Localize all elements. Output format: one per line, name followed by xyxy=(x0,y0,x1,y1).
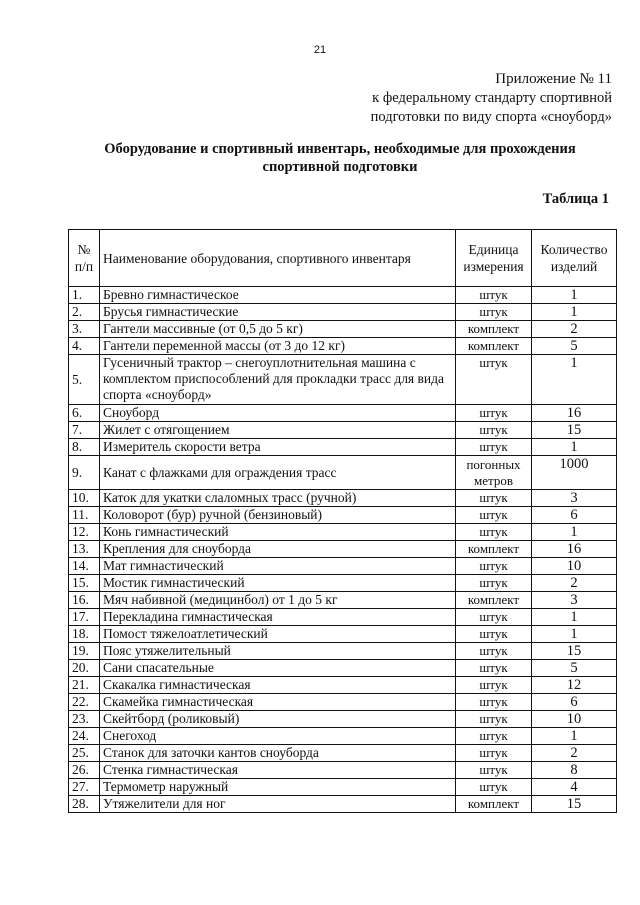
row-unit: штук xyxy=(456,405,532,422)
table-row xyxy=(69,779,617,796)
row-number: 13. xyxy=(69,541,100,558)
row-number: 23. xyxy=(69,711,100,728)
row-quantity: 1 xyxy=(532,439,617,456)
row-name: Коловорот (бур) ручной (бензиновый) xyxy=(100,507,456,524)
row-number: 24. xyxy=(69,728,100,745)
row-quantity: 6 xyxy=(532,694,617,711)
table-row xyxy=(69,745,617,762)
row-number: 20. xyxy=(69,660,100,677)
row-name: Перекладина гимнастическая xyxy=(100,609,456,626)
row-quantity: 4 xyxy=(532,779,617,796)
row-unit: комплект xyxy=(456,592,532,609)
row-quantity: 2 xyxy=(532,745,617,762)
row-name: Сноуборд xyxy=(100,405,456,422)
row-number: 1. xyxy=(69,287,100,304)
row-name: Брусья гимнастические xyxy=(100,304,456,321)
table-row xyxy=(69,643,617,660)
row-unit: штук xyxy=(456,422,532,439)
table-row xyxy=(69,762,617,779)
row-number: 12. xyxy=(69,524,100,541)
row-quantity: 6 xyxy=(532,507,617,524)
row-number: 4. xyxy=(69,338,100,355)
row-unit: штук xyxy=(456,490,532,507)
row-quantity: 3 xyxy=(532,490,617,507)
row-quantity: 10 xyxy=(532,558,617,575)
row-unit: штук xyxy=(456,609,532,626)
row-unit: штук xyxy=(456,507,532,524)
row-unit: штук xyxy=(456,626,532,643)
row-number: 27. xyxy=(69,779,100,796)
table-body xyxy=(69,287,617,813)
row-unit: комплект xyxy=(456,338,532,355)
row-unit: штук xyxy=(456,660,532,677)
row-name: Сани спасательные xyxy=(100,660,456,677)
row-number: 5. xyxy=(69,355,100,405)
row-name: Измеритель скорости ветра xyxy=(100,439,456,456)
row-quantity: 2 xyxy=(532,575,617,592)
row-name: Мостик гимнастический xyxy=(100,575,456,592)
table-row xyxy=(69,507,617,524)
row-unit: комплект xyxy=(456,796,532,813)
row-quantity: 5 xyxy=(532,660,617,677)
row-quantity: 1 xyxy=(532,355,617,405)
row-name: Канат с флажками для ограждения трасс xyxy=(100,456,456,490)
row-quantity: 1 xyxy=(532,626,617,643)
row-number: 16. xyxy=(69,592,100,609)
appendix-header xyxy=(371,70,612,127)
row-number: 8. xyxy=(69,439,100,456)
table-row xyxy=(69,677,617,694)
row-unit: штук xyxy=(456,524,532,541)
title-line-1: Оборудование и спортивный инвентарь, необходимые для прохождения xyxy=(104,141,576,157)
table-row xyxy=(69,558,617,575)
table-row xyxy=(69,541,617,558)
row-unit: комплект xyxy=(456,541,532,558)
row-number: 7. xyxy=(69,422,100,439)
table-row xyxy=(69,405,617,422)
row-unit: штук xyxy=(456,728,532,745)
row-number: 10. xyxy=(69,490,100,507)
row-number: 6. xyxy=(69,405,100,422)
appendix-line-3: подготовки по виду спорта «сноуборд» xyxy=(370,109,612,125)
table-row xyxy=(69,592,617,609)
row-name: Конь гимнастический xyxy=(100,524,456,541)
row-quantity: 16 xyxy=(532,405,617,422)
row-unit: штук xyxy=(456,694,532,711)
document-title xyxy=(0,140,640,176)
row-quantity: 16 xyxy=(532,541,617,558)
title-line-2: спортивной подготовки xyxy=(262,159,418,175)
table-row xyxy=(69,304,617,321)
equipment-table xyxy=(68,229,617,813)
table-row xyxy=(69,439,617,456)
row-quantity: 10 xyxy=(532,711,617,728)
row-name: Крепления для сноуборда xyxy=(100,541,456,558)
row-name: Жилет с отягощением xyxy=(100,422,456,439)
row-name: Скамейка гимнастическая xyxy=(100,694,456,711)
row-quantity: 1 xyxy=(532,287,617,304)
row-name: Снегоход xyxy=(100,728,456,745)
header-num: № п/п xyxy=(69,230,100,287)
row-quantity: 1 xyxy=(532,609,617,626)
row-name: Каток для укатки слаломных трасс (ручной) xyxy=(100,490,456,507)
row-number: 2. xyxy=(69,304,100,321)
row-number: 3. xyxy=(69,321,100,338)
table-row xyxy=(69,626,617,643)
row-name: Скейтборд (роликовый) xyxy=(100,711,456,728)
row-unit: комплект xyxy=(456,321,532,338)
row-quantity: 1 xyxy=(532,728,617,745)
row-unit: штук xyxy=(456,439,532,456)
table-row xyxy=(69,575,617,592)
row-quantity: 2 xyxy=(532,321,617,338)
appendix-number: Приложение № 11 xyxy=(495,71,612,87)
table-row xyxy=(69,338,617,355)
row-quantity: 12 xyxy=(532,677,617,694)
row-name: Мат гимнастический xyxy=(100,558,456,575)
row-name: Скакалка гимнастическая xyxy=(100,677,456,694)
row-unit: штук xyxy=(456,711,532,728)
row-number: 19. xyxy=(69,643,100,660)
row-name: Мяч набивной (медицинбол) от 1 до 5 кг xyxy=(100,592,456,609)
row-number: 21. xyxy=(69,677,100,694)
header-unit: Единица измерения xyxy=(456,230,532,287)
row-unit: штук xyxy=(456,677,532,694)
row-name: Утяжелители для ног xyxy=(100,796,456,813)
row-quantity: 1000 xyxy=(532,456,617,490)
row-unit: штук xyxy=(456,575,532,592)
row-number: 17. xyxy=(69,609,100,626)
row-unit: штук xyxy=(456,762,532,779)
row-number: 18. xyxy=(69,626,100,643)
row-name: Пояс утяжелительный xyxy=(100,643,456,660)
table-row xyxy=(69,660,617,677)
row-unit: штук xyxy=(456,779,532,796)
row-unit: штук xyxy=(456,355,532,405)
row-name: Термометр наружный xyxy=(100,779,456,796)
row-quantity: 1 xyxy=(532,524,617,541)
row-number: 22. xyxy=(69,694,100,711)
row-quantity: 5 xyxy=(532,338,617,355)
row-name: Стенка гимнастическая xyxy=(100,762,456,779)
row-quantity: 8 xyxy=(532,762,617,779)
page-number: 21 xyxy=(313,44,327,56)
table-label: Таблица 1 xyxy=(542,191,609,207)
row-number: 15. xyxy=(69,575,100,592)
row-number: 25. xyxy=(69,745,100,762)
header-name: Наименование оборудования, спортивного инвентаря xyxy=(100,230,456,287)
table-row xyxy=(69,796,617,813)
table-row xyxy=(69,711,617,728)
row-number: 11. xyxy=(69,507,100,524)
table-header-row xyxy=(69,230,617,287)
table-row xyxy=(69,355,617,405)
row-unit: штук xyxy=(456,558,532,575)
row-name: Станок для заточки кантов сноуборда xyxy=(100,745,456,762)
table-row xyxy=(69,524,617,541)
row-unit: штук xyxy=(456,287,532,304)
row-name: Помост тяжелоатлетический xyxy=(100,626,456,643)
table-row xyxy=(69,422,617,439)
appendix-line-2: к федеральному стандарту спортивной xyxy=(372,90,612,106)
row-quantity: 15 xyxy=(532,422,617,439)
row-name: Бревно гимнастическое xyxy=(100,287,456,304)
row-quantity: 15 xyxy=(532,643,617,660)
table-row xyxy=(69,694,617,711)
table-row xyxy=(69,321,617,338)
row-quantity: 15 xyxy=(532,796,617,813)
row-number: 26. xyxy=(69,762,100,779)
table-row xyxy=(69,456,617,490)
row-name: Гантели переменной массы (от 3 до 12 кг) xyxy=(100,338,456,355)
row-name: Гантели массивные (от 0,5 до 5 кг) xyxy=(100,321,456,338)
table-row xyxy=(69,490,617,507)
row-name: Гусеничный трактор – снегоуплотнительная машина с комплектом приспособлений для прокладки трасс для вида спорта «сноуборд» xyxy=(100,355,456,405)
table-row xyxy=(69,287,617,304)
row-unit: погонных метров xyxy=(456,456,532,490)
row-number: 9. xyxy=(69,456,100,490)
row-quantity: 1 xyxy=(532,304,617,321)
table-row xyxy=(69,609,617,626)
row-number: 28. xyxy=(69,796,100,813)
table-row xyxy=(69,728,617,745)
row-number: 14. xyxy=(69,558,100,575)
row-unit: штук xyxy=(456,745,532,762)
row-unit: штук xyxy=(456,643,532,660)
row-quantity: 3 xyxy=(532,592,617,609)
row-unit: штук xyxy=(456,304,532,321)
header-qty: Количество изделий xyxy=(532,230,617,287)
